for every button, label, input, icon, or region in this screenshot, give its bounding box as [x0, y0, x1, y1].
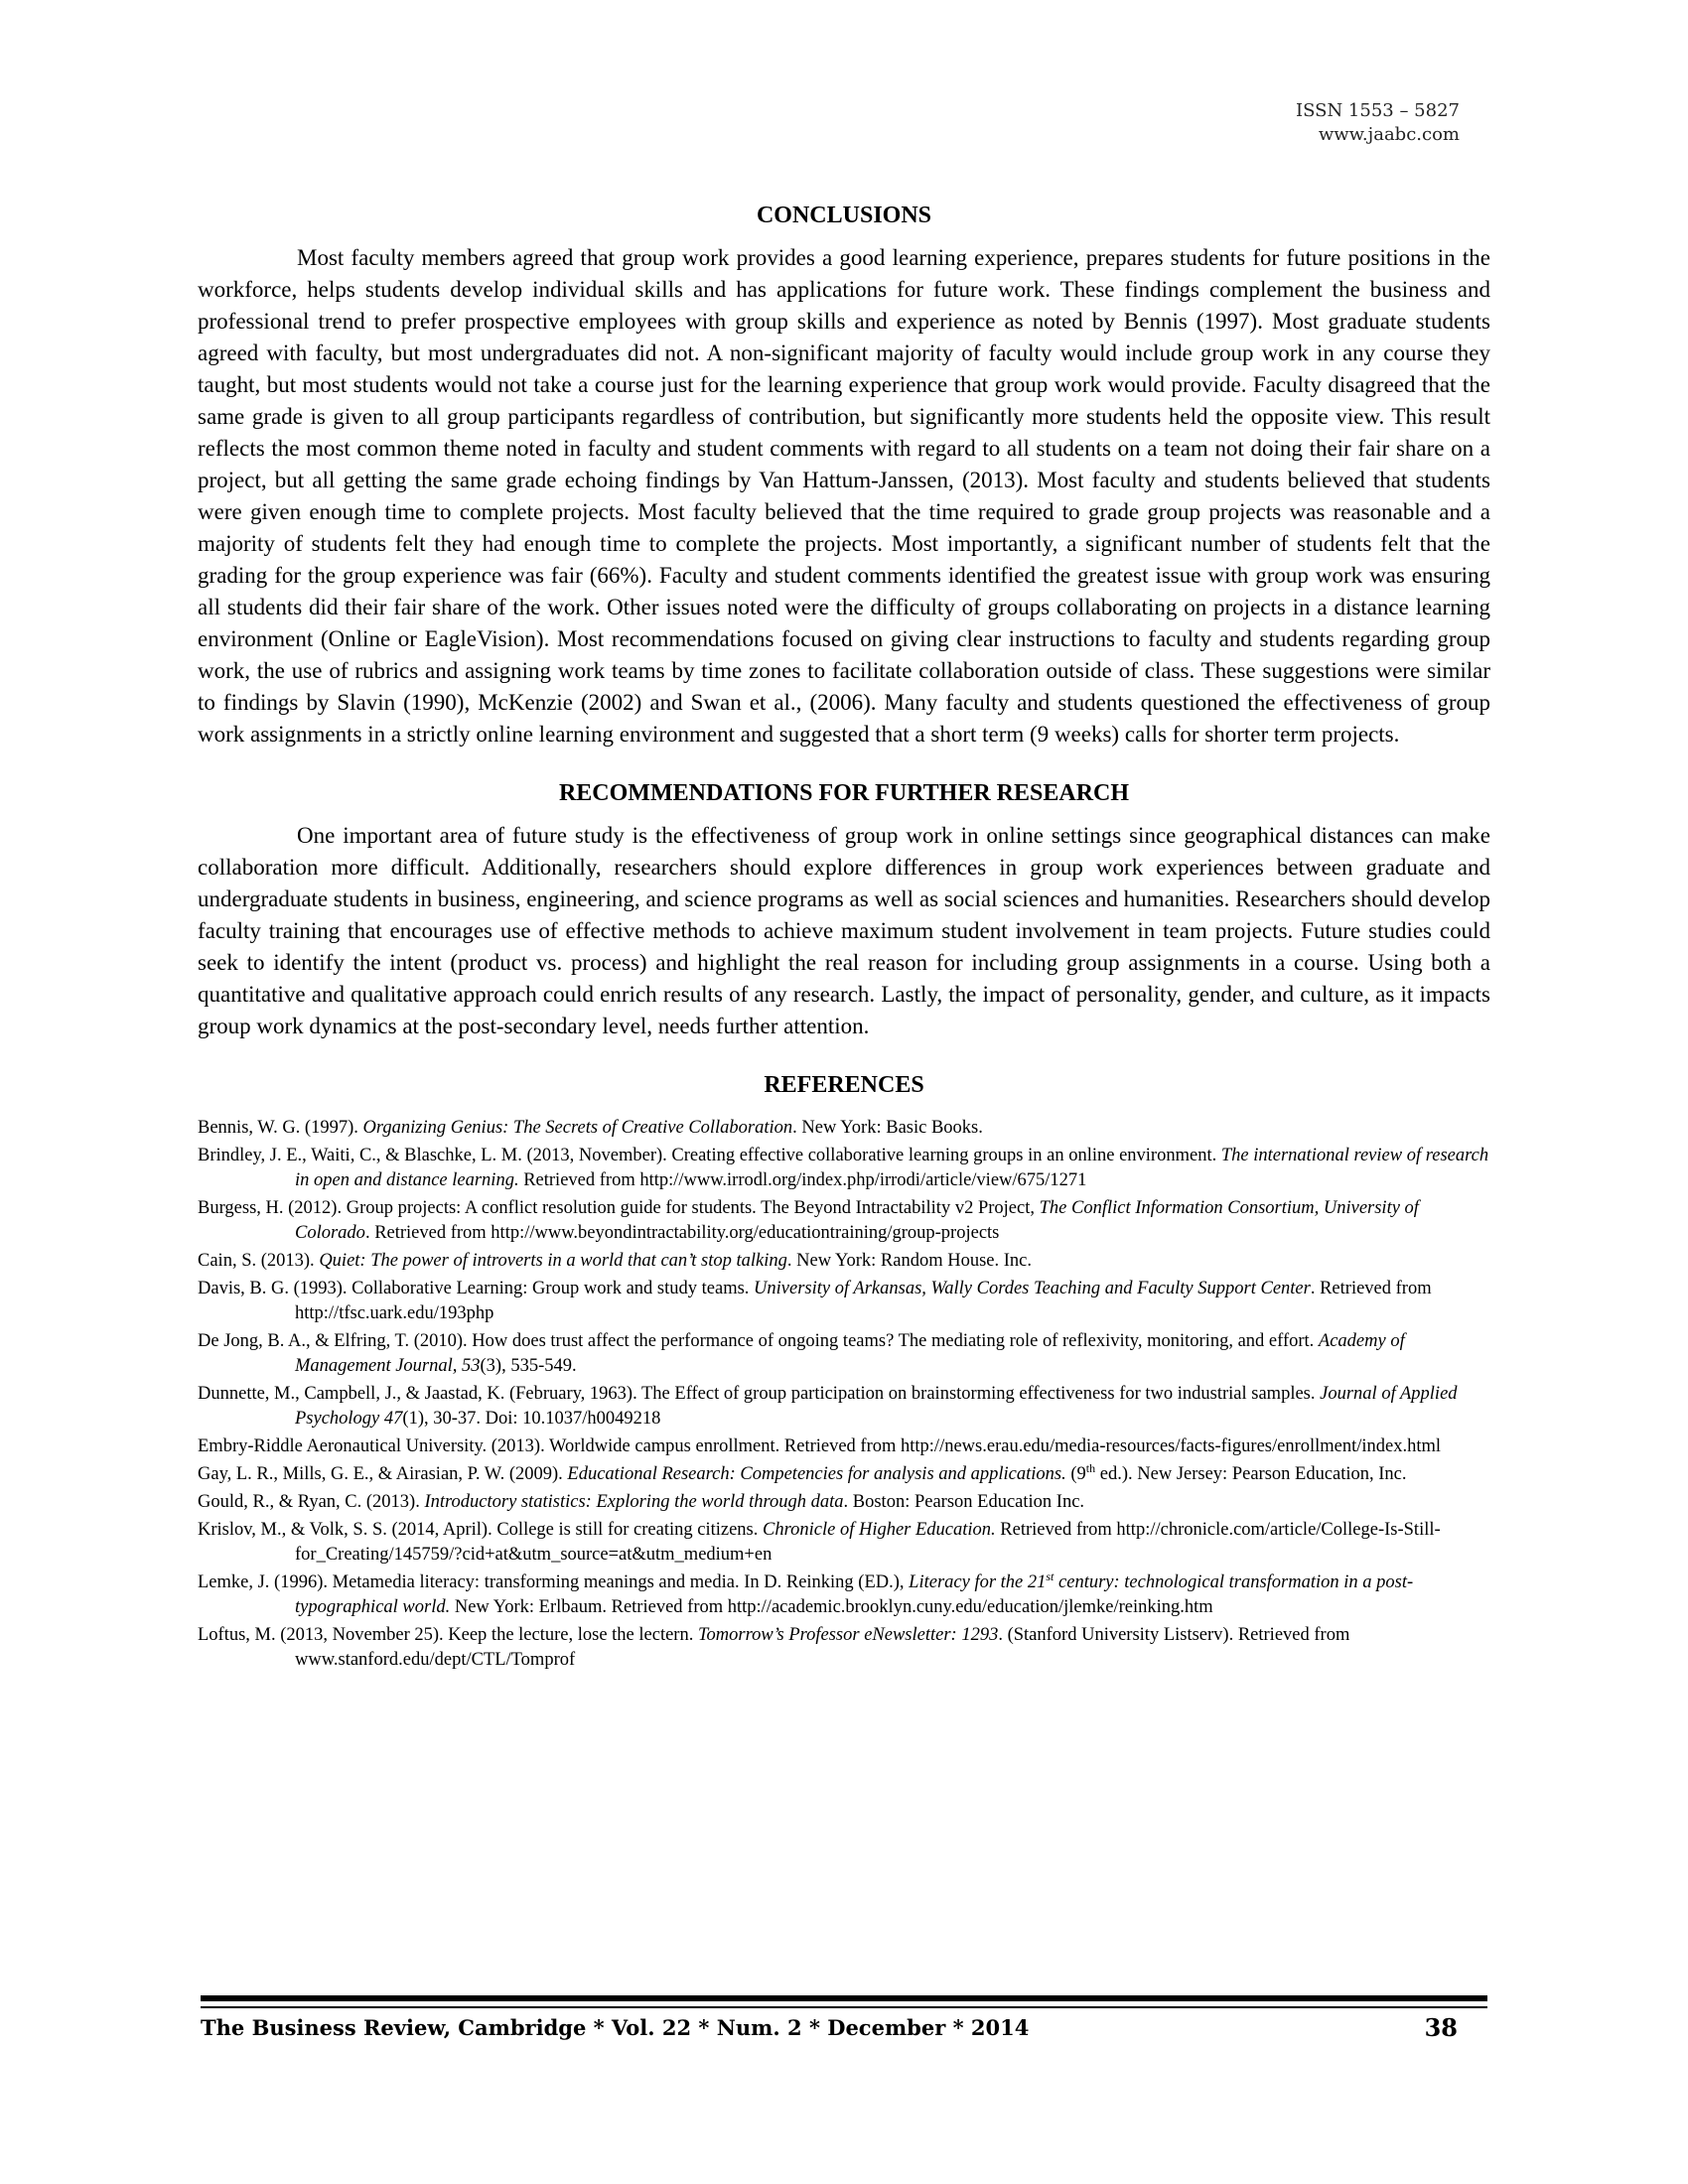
issn-number: ISSN 1553 – 5827	[1296, 100, 1460, 121]
page-footer	[201, 2015, 1487, 2051]
reference-item: Lemke, J. (1996). Metamedia literacy: transforming meanings and media. In D. Reinking (ED.), Literacy for the 21st century: technological transformation in a post-typographical world. New York: Erlbaum. Retrieved from http://academic.brooklyn.cuny.edu/education/jlemke/reinking.htm	[198, 1569, 1414, 1617]
references-heading: REFERENCES	[764, 1072, 924, 1098]
reference-item: Cain, S. (2013). Quiet: The power of introverts in a world that can’t stop talking. New York: Random House. Inc.	[198, 1251, 1033, 1271]
reference-item: Bennis, W. G. (1997). Organizing Genius: The Secrets of Creative Collaboration. New York: Basic Books.	[198, 1118, 983, 1138]
reference-item: Krislov, M., & Volk, S. S. (2014, April). College is still for creating citizens. Chronicle of Higher Education. Retrieved from http://chronicle.com/article/College-Is-Still-for_Creating/145759/?cid+at&utm_source=at&utm_medium+en	[198, 1520, 1441, 1565]
page-header	[1296, 99, 1460, 147]
conclusions-paragraph: Most faculty members agreed that group work provides a good learning experience, prepares students for future positions in the workforce, helps students develop individual skills and has applications for future work. These findings complement the business and professional trend to prefer prospective employees with group skills and experience as noted by Bennis (1997). Most graduate students agreed with faculty, but most undergraduates did not. A non-significant majority of faculty would include group work in any course they taught, but most students would not take a course just for the learning experience that group work would provide. Faculty disagreed that the same grade is given to all group participants regardless of contribution, but significantly more students held the opposite view. This result reflects the most common theme noted in faculty and student comments with regard to all students on a team not doing their fair share on a project, but all getting the same grade echoing findings by Van Hattum-Janssen, (2013). Most faculty and students believed that students were given enough time to complete projects. Most faculty believed that the time required to grade group projects was reasonable and a majority of students felt they had enough time to complete the projects. Most importantly, a significant number of students felt that the grading for the group experience was fair (66%). Faculty and student comments identified the greatest issue with group work was ensuring all students did their fair share of the work. Other issues noted were the difficulty of groups collaborating on projects in a distance learning environment (Online or EagleVision). Most recommendations focused on giving clear instructions to faculty and students regarding group work, the use of rubrics and assigning work teams by time zones to facilitate collaboration outside of class. These suggestions were similar to findings by Slavin (1990), McKenzie (2002) and Swan et al., (2006). Many faculty and students questioned the effectiveness of group work assignments in a strictly online learning environment and suggested that a short term (9 weeks) calls for shorter term projects.	[198, 245, 1490, 747]
references-section	[198, 1068, 1490, 1673]
recommendations-heading: RECOMMENDATIONS FOR FURTHER RESEARCH	[558, 780, 1130, 806]
journal-url: www.jaabc.com	[1318, 124, 1460, 145]
footer-journal-citation: The Business Review, Cambridge * Vol. 22 * Num. 2 * December * 2014	[201, 2015, 1030, 2040]
reference-item: Brindley, J. E., Waiti, C., & Blaschke, L. M. (2013, November). Creating effective collaborative learning groups in an online environment. The international review of research in open and distance learning. Retrieved from http://www.irrodl.org/index.php/irrodi/article/view/675/1271	[198, 1146, 1489, 1190]
footer-rule-thin	[201, 2006, 1487, 2008]
recommendations-section	[198, 776, 1490, 1042]
conclusions-section	[198, 199, 1490, 751]
reference-item: De Jong, B. A., & Elfring, T. (2010). How does trust affect the performance of ongoing teams? The mediating role of reflexivity, monitoring, and effort. Academy of Management Journal, 53(3), 535-549.	[198, 1331, 1405, 1376]
reference-item: Embry-Riddle Aeronautical University. (2013). Worldwide campus enrollment. Retrieved from http://news.erau.edu/media-resources/facts-figures/enrollment/index.html	[198, 1436, 1442, 1456]
reference-item: Loftus, M. (2013, November 25). Keep the lecture, lose the lectern. Tomorrow’s Professor eNewsletter: 1293. (Stanford University Listserv). Retrieved from www.stanford.edu/dept/CTL/Tomprof	[198, 1625, 1350, 1670]
footer-rule-thick	[201, 1995, 1487, 2001]
conclusions-heading: CONCLUSIONS	[756, 203, 932, 228]
reference-item: Burgess, H. (2012). Group projects: A conflict resolution guide for students. The Beyond Intractability v2 Project, The Conflict Information Consortium, University of Colorado. Retrieved from http://www.beyondintractability.org/educationtraining/group-projects	[198, 1198, 1419, 1243]
reference-list	[198, 1116, 1490, 1673]
recommendations-paragraph: One important area of future study is the effectiveness of group work in online settings since geographical distances can make collaboration more difficult. Additionally, researchers should explore differences in group work experiences between graduate and undergraduate students in business, engineering, and science programs as well as social sciences and humanities. Researchers should develop faculty training that encourages use of effective methods to achieve maximum student involvement in team projects. Future studies could seek to identify the intent (product vs. process) and highlight the real reason for including group assignments in a course. Using both a quantitative and qualitative approach could enrich results of any research. Lastly, the impact of personality, gender, and culture, as it impacts group work dynamics at the post-secondary level, needs further attention.	[198, 823, 1490, 1038]
reference-item: Davis, B. G. (1993). Collaborative Learning: Group work and study teams. University of Arkansas, Wally Cordes Teaching and Faculty Support Center. Retrieved from http://tfsc.uark.edu/193php	[198, 1279, 1432, 1323]
page-number: 38	[1424, 2013, 1458, 2042]
reference-item: Gay, L. R., Mills, G. E., & Airasian, P. W. (2009). Educational Research: Competencies for analysis and applications. (9th ed.). New Jersey: Pearson Education, Inc.	[198, 1460, 1407, 1484]
article-body	[198, 199, 1490, 1676]
reference-item: Dunnette, M., Campbell, J., & Jaastad, K. (February, 1963). The Effect of group participation on brainstorming effectiveness for two industrial samples. Journal of Applied Psychology 47(1), 30-37. Doi: 10.1037/h0049218	[198, 1384, 1458, 1429]
reference-item: Gould, R., & Ryan, C. (2013). Introductory statistics: Exploring the world through data. Boston: Pearson Education Inc.	[198, 1492, 1085, 1512]
